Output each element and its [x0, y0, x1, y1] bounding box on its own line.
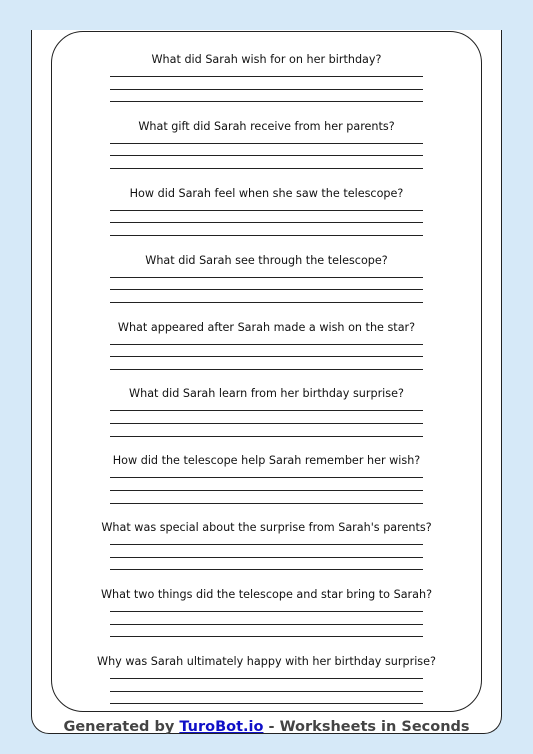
answer-line [110, 101, 423, 102]
question-text: What was special about the surprise from Sarah's parents? [101, 521, 432, 535]
answer-line [110, 703, 423, 704]
question-item [51, 454, 482, 521]
question-text: What did Sarah see through the telescope? [145, 253, 388, 267]
answer-lines [110, 611, 423, 649]
question-item [51, 588, 482, 655]
answer-line [110, 557, 423, 558]
answer-line [110, 277, 423, 278]
answer-line [110, 235, 423, 236]
answer-lines [110, 210, 423, 248]
answer-lines [110, 277, 423, 315]
answer-line [110, 611, 423, 612]
answer-lines [110, 76, 423, 114]
answer-line [110, 490, 423, 491]
turobot-link[interactable]: TuroBot.io [179, 719, 264, 735]
question-item [51, 254, 482, 321]
question-item [51, 387, 482, 454]
answer-line [110, 344, 423, 345]
answer-line [110, 76, 423, 77]
question-list [51, 53, 482, 722]
question-text: How did Sarah feel when she saw the telescope? [129, 186, 404, 200]
answer-lines [110, 477, 423, 515]
answer-line [110, 356, 423, 357]
answer-line [110, 678, 423, 679]
answer-line [110, 624, 423, 625]
question-text: What two things did the telescope and star bring to Sarah? [100, 588, 433, 602]
answer-line [110, 302, 423, 303]
question-text: What did Sarah learn from her birthday surprise? [129, 387, 404, 401]
question-item [51, 321, 482, 388]
answer-line [110, 544, 423, 545]
answer-line [110, 289, 423, 290]
answer-lines [110, 344, 423, 382]
question-text: What gift did Sarah receive from her parents? [138, 119, 395, 133]
question-text: Why was Sarah ultimately happy with her birthday surprise? [97, 655, 436, 669]
answer-lines [110, 544, 423, 582]
answer-line [110, 222, 423, 223]
answer-line [110, 477, 423, 478]
answer-line [110, 691, 423, 692]
answer-line [110, 423, 423, 424]
answer-line [110, 210, 423, 211]
answer-line [110, 155, 423, 156]
answer-lines [110, 410, 423, 448]
footer-credit [0, 719, 533, 735]
answer-line [110, 503, 423, 504]
question-item [51, 120, 482, 187]
answer-line [110, 436, 423, 437]
answer-line [110, 410, 423, 411]
answer-line [110, 168, 423, 169]
answer-line [110, 143, 423, 144]
question-item [51, 655, 482, 722]
question-text: What appeared after Sarah made a wish on the star? [117, 320, 416, 334]
question-item [51, 187, 482, 254]
question-item [51, 521, 482, 588]
answer-lines [110, 143, 423, 181]
answer-line [110, 636, 423, 637]
footer-prefix: Generated by [63, 719, 180, 735]
answer-line [110, 569, 423, 570]
answer-lines [110, 678, 423, 716]
footer-suffix: - Worksheets in Seconds [263, 719, 470, 735]
answer-line [110, 369, 423, 370]
question-text: What did Sarah wish for on her birthday? [151, 53, 382, 66]
question-item [51, 53, 482, 120]
answer-line [110, 89, 423, 90]
question-text: How did the telescope help Sarah remember her wish? [112, 454, 421, 468]
